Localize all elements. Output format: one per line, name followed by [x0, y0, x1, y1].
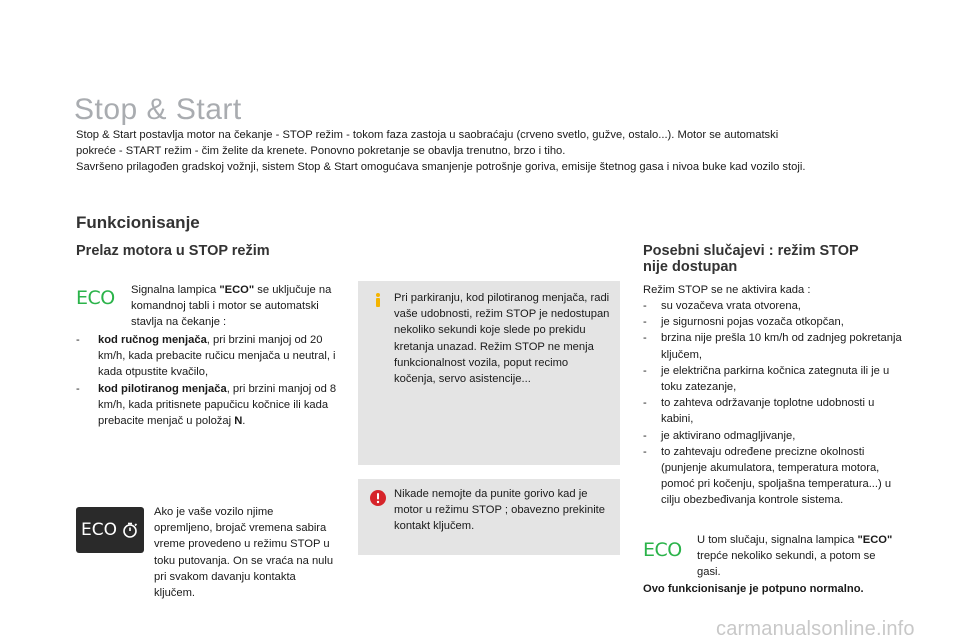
- list-item: [643, 428, 905, 444]
- watermark: carmanualsonline.info: [716, 618, 915, 640]
- dash: -: [76, 383, 80, 395]
- intro-text: [76, 127, 906, 175]
- right-lead: Režim STOP se ne aktivira kada :: [643, 284, 811, 296]
- list-item: [643, 363, 905, 395]
- auto-gearbox-bold: kod pilotiranog menjača: [98, 383, 227, 395]
- intro-line-2: pokreće - START režim - čim želite da krenete. Ponovno pokretanje se obavlja trenutno, brzo i tiho.: [76, 145, 566, 157]
- dash: -: [643, 300, 647, 312]
- dash: -: [643, 397, 647, 410]
- eco-lamp-label: ECO: [643, 539, 682, 561]
- right-heading-line-2: nije dostupan: [643, 259, 738, 275]
- right-heading: [643, 243, 903, 275]
- manual-gearbox-bold: kod ručnog menjača: [98, 334, 207, 346]
- lamp-text-eco: "ECO": [219, 284, 255, 296]
- list-item: [643, 314, 905, 330]
- section-title: Funkcionisanje: [76, 213, 200, 232]
- blink-text-a: U tom slučaju, signalna lampica: [697, 534, 858, 546]
- info-box: [358, 281, 620, 465]
- right-heading-line-1: Posebni slučajevi : režim STOP: [643, 243, 859, 259]
- dash: -: [643, 332, 647, 345]
- intro-line-1: Stop & Start postavlja motor na čekanje - STOP režim - tokom faza zastoja u saobraćaju (crveno svetlo, gužve, ostalo...). Motor se automatski: [76, 129, 779, 141]
- list-item: [643, 395, 905, 427]
- eco-lamp-label: ECO: [76, 287, 115, 309]
- manual-gearbox-item: [76, 332, 344, 381]
- page-title: Stop & Start: [74, 93, 242, 126]
- gear-n: N: [234, 415, 243, 428]
- lamp-text-a: Signalna lampica: [131, 284, 220, 296]
- blink-text-eco: "ECO": [857, 534, 893, 546]
- warning-text: Nikade nemojte da punite gorivo kad je motor u režimu STOP ; obavezno prekinite kontakt ključem.: [394, 488, 606, 533]
- list-item-text: to zahteva održavanje toplotne udobnosti u kabini,: [661, 397, 875, 426]
- left-heading: Prelaz motora u STOP režim: [76, 243, 270, 259]
- dash: -: [76, 334, 80, 346]
- dash: -: [643, 364, 647, 377]
- info-icon: [370, 292, 386, 308]
- intro-line-3: Savršeno prilagođen gradskoj vožnji, sistem Stop & Start omogućava smanjenje potrošnje goriva, emisije štetnog gasa i nivoa buke kad vozilo stoji.: [76, 161, 806, 173]
- list-item-text: to zahtevaju određene precizne okolnosti (punjenje akumulatora, temperatura motora, pomoć pri kočenju, spoljašna temperatura...) u cilju obezbeđivanja kontrole sistema.: [661, 445, 892, 507]
- eco-timer-label: ECO: [81, 520, 117, 540]
- manual-gearbox-rest: , pri brzini manjoj od 20 km/h, kada prebacite ručicu menjača u neutral, i kada otpustite kvačilo,: [98, 334, 336, 379]
- list-item: [643, 444, 905, 509]
- stop-unavailable-list: [643, 298, 905, 509]
- dash: -: [643, 429, 647, 442]
- blink-text-c: trepće nekoliko sekundi, a potom se gasi.: [697, 550, 876, 579]
- eco-timer-icon: [76, 507, 144, 553]
- info-text: Pri parkiranju, kod pilotiranog menjača, radi vaše udobnosti, režim STOP je nedostupan nekoliko sekundi koje slede po prekidu kretanja unazad. Režim STOP ne menja funkcionalnost vozila, poput recimo kočenja, servo asistencije...: [394, 292, 610, 386]
- lamp-description: [131, 282, 341, 331]
- auto-gearbox-end: .: [242, 415, 246, 428]
- eco-lamp-icon: [76, 287, 124, 309]
- list-item: [643, 298, 905, 314]
- dash: -: [643, 445, 647, 458]
- eco-lamp-icon: [643, 539, 691, 561]
- timer-icon: [121, 521, 139, 539]
- list-item-text: je sigurnosni pojas vozača otkopčan,: [661, 316, 844, 329]
- dash: -: [643, 316, 647, 329]
- manual-gearbox-text: [98, 332, 344, 381]
- auto-gearbox-item: [76, 381, 344, 430]
- auto-gearbox-rest: , pri brzini manjoj od 8 km/h, kada pritisnete papučicu kočnice ili kada prebacite menjač u položaj: [98, 383, 337, 428]
- list-item-text: brzina nije prešla 10 km/h od zadnjeg pokretanja ključem,: [661, 332, 902, 361]
- list-item: [643, 330, 905, 362]
- auto-gearbox-text: [98, 381, 344, 430]
- warning-icon: [370, 490, 386, 506]
- timer-description: Ako je vaše vozilo njime opremljeno, brojač vremena sabira vreme provedeno u režimu STOP u toku putovanja. On se vraća na nulu pri svakom davanju kontakta ključem.: [154, 506, 334, 600]
- list-item-text: je električna parkirna kočnica zategnuta ili je u toku zatezanje,: [661, 364, 890, 394]
- list-item-text: je aktivirano odmagljivanje,: [661, 429, 796, 442]
- normal-operation-note: Ovo funkcionisanje je potpuno normalno.: [643, 583, 864, 595]
- lamp-text-c: se uključuje na komandnoj tabli i motor se automatski stavlja na čekanje :: [131, 284, 332, 329]
- list-item-text: su vozačeva vrata otvorena,: [661, 300, 801, 312]
- blink-description: [697, 532, 897, 581]
- warning-box: [358, 479, 620, 555]
